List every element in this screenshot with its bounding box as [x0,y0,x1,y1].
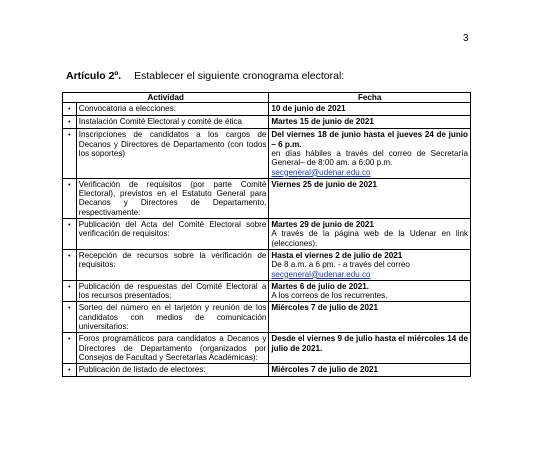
activity-cell: Publicación de listado de electores: [76,364,269,377]
date-cell [269,103,471,116]
bullet-icon: • [68,132,71,140]
activity-cell: Foros programáticos para candidatos a Decanos y Directores de Departamento (organizados por Consejos de Facultad y Secretarías Académicas): [76,333,269,364]
row-bullet-cell [63,364,77,377]
row-bullet-cell [63,178,77,218]
header-date: Fecha [269,93,471,103]
row-bullet-cell [63,219,77,250]
date-main: Desde el viernes 9 de julio hasta el miércoles 14 de julio de 2021. [271,334,468,353]
row-bullet-cell [63,249,77,280]
row-bullet-cell [63,333,77,364]
date-main: 10 de junio de 2021 [271,104,346,114]
date-cell [269,129,471,178]
activity-cell: Recepción de recursos sobre la verificación de requisitos: [76,249,269,280]
bullet-icon: • [68,252,71,260]
row-bullet-cell [63,129,77,178]
date-cell [269,333,471,364]
date-cell [269,302,471,333]
email-link[interactable]: secgeneral@udenar.edu.co [271,269,371,279]
date-cell [269,249,471,280]
table-row [63,249,471,280]
date-detail: A los correos de los recurrentes. [271,291,388,301]
date-main: Martes 6 de julio de 2021. [271,281,369,291]
table-row [63,129,471,178]
date-main: Martes 15 de junio de 2021 [271,117,374,127]
activity-cell: Instalación Comité Electoral y comité de ética [76,116,269,129]
row-bullet-cell [63,280,77,302]
bullet-icon: • [68,119,71,127]
activity-cell: Convocatoria a elecciones: [76,103,269,116]
bullet-icon: • [68,367,71,375]
date-cell [269,219,471,250]
date-detail: De 8 a.m. a 6 pm. - a través del correo [271,260,410,270]
date-main: Del viernes 18 de junio hasta el jueves 24 de junio – 6 p.m. [271,130,468,149]
article-text: Establecer el siguiente cronograma electoral: [134,70,345,82]
table-row [63,333,471,364]
activity-cell: Publicación del Acta del Comité Electoral sobre verificación de requisitos: [76,219,269,250]
bullet-icon: • [68,283,71,291]
row-bullet-cell [63,116,77,129]
date-main: Viernes 25 de junio de 2021 [271,179,377,189]
table-row [63,364,471,377]
bullet-icon: • [68,305,71,313]
bullet-icon: • [68,336,71,344]
article-heading [66,70,344,82]
date-cell [269,280,471,302]
date-main: Miércoles 7 de julio de 2021 [271,365,378,375]
table-row [63,219,471,250]
date-main: Martes 29 de junio de 2021 [271,220,374,230]
table-row [63,103,471,116]
bullet-icon: • [68,181,71,189]
date-cell [269,178,471,218]
date-main: Hasta el viernes 2 de julio de 2021 [271,250,403,260]
date-detail: A través de la página web de la Udenar en link (elecciones). [271,229,468,248]
article-label: Artículo 2º. [66,70,122,82]
row-bullet-cell [63,103,77,116]
activity-cell: Publicación de respuestas del Comité Electoral a los recursos presentados: [76,280,269,302]
date-detail: en días hábiles a través del correo de Secretaría General– de 8:00 am. a 6:00 p.m. [271,148,468,168]
bullet-icon: • [68,106,71,114]
schedule-body [63,103,471,377]
table-row [63,116,471,129]
activity-cell: Sorteo del número en el tarjetón y reunión de los candidatos con medios de comunicación universitarios: [76,302,269,333]
table-row [63,280,471,302]
activity-cell: Verificación de requisitos (por parte Comité Electoral), previstos en el Estatuto General para Decanos y Directores de Departamento, respectivamente: [76,178,269,218]
activity-cell: Inscripciones de candidatos a los cargos de Decanos y Directores de Departamento (con todos los soportes) [76,129,269,178]
row-bullet-cell [63,302,77,333]
page-number: 3 [463,33,469,44]
header-activity: Actividad [63,93,269,103]
table-row [63,178,471,218]
table-row [63,302,471,333]
email-link[interactable]: secgeneral@udenar.edu.co [271,167,371,177]
electoral-schedule-table [62,92,471,377]
date-cell [269,116,471,129]
bullet-icon: • [68,222,71,230]
table-header-row [63,93,471,103]
date-cell [269,364,471,377]
date-main: Miércoles 7 de julio de 2021 [271,303,378,313]
